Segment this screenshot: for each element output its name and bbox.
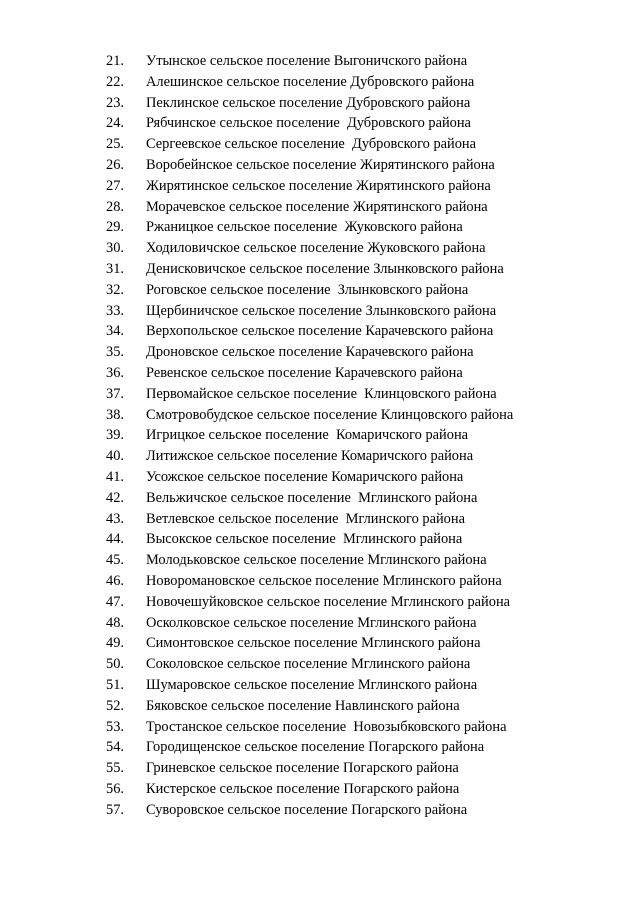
list-item-text: Первомайское сельское поселение Клинцовского района (146, 385, 497, 402)
list-item-text: Соколовское сельское поселение Мглинского района (146, 656, 471, 673)
list-item-number: 32. (106, 281, 124, 298)
list-item-text: Рябчинское сельское поселение Дубровского района (146, 115, 471, 132)
list-item-number: 49. (106, 635, 124, 652)
list-item-text: Ветлевское сельское поселение Мглинского района (146, 510, 465, 527)
list-item-number: 23. (106, 94, 124, 111)
list-item-number: 36. (106, 364, 124, 381)
list-item-text: Городищенское сельское поселение Погарского района (146, 739, 485, 756)
list-item-text: Морачевское сельское поселение Жирятинского района (146, 198, 488, 215)
list-item-text: Утынское сельское поселение Выгоничского района (146, 53, 468, 69)
list-item-number: 56. (106, 780, 124, 797)
list-item-number: 37. (106, 385, 124, 402)
list-item-number: 52. (106, 697, 124, 714)
list-item-text: Денисковичское сельское поселение Злынковского района (146, 260, 504, 277)
list-item-text: Новочешуйковское сельское поселение Мглинского района (146, 593, 511, 610)
list-item-text: Симонтовское сельское поселение Мглинского района (146, 635, 481, 652)
list-item-number: 40. (106, 448, 124, 465)
list-item-number: 33. (106, 302, 124, 319)
list-item-text: Ходиловичское сельское поселение Жуковского района (146, 240, 486, 257)
list-item-number: 30. (106, 240, 124, 257)
list-item-text: Тростанское сельское поселение Новозыбковского района (146, 718, 507, 735)
list-item-text: Сергеевское сельское поселение Дубровского района (146, 136, 477, 153)
list-item-text: Ревенское сельское поселение Карачевского района (146, 364, 463, 381)
list-item-number: 44. (106, 531, 124, 548)
list-item-text: Суворовское сельское поселение Погарского района (146, 801, 468, 818)
list-item-text: Игрицкое сельское поселение Комаричского района (146, 427, 469, 444)
list-item-number: 53. (106, 718, 124, 735)
list-item-number: 22. (106, 73, 124, 90)
list-item-text: Воробейнское сельское поселение Жирятинского района (146, 156, 495, 173)
list-item-text: Гриневское сельское поселение Погарского района (146, 760, 459, 777)
list-item-text: Шумаровское сельское поселение Мглинского района (146, 676, 478, 693)
list-item-number: 54. (106, 739, 124, 756)
list-item-number: 25. (106, 136, 124, 153)
list-item-number: 48. (106, 614, 124, 631)
list-item-number: 55. (106, 760, 124, 777)
list-item-number: 51. (106, 676, 124, 693)
list-item-number: 28. (106, 198, 124, 215)
list-item-text: Литижское сельское поселение Комаричского района (146, 448, 474, 465)
list-item-number: 31. (106, 260, 124, 277)
list-item-number: 29. (106, 219, 124, 236)
list-item-text: Верхопольское сельское поселение Карачевского района (146, 323, 494, 340)
list-item-number: 21. (106, 53, 124, 69)
list-item-text: Жирятинское сельское поселение Жирятинского района (146, 177, 491, 194)
list-item-text: Щербиничское сельское поселение Злынковского района (146, 302, 497, 319)
list-item-text: Пеклинское сельское поселение Дубровского района (146, 94, 471, 111)
list-item-number: 34. (106, 323, 124, 340)
list-item-number: 35. (106, 344, 124, 361)
list-item-text: Кистерское сельское поселение Погарского района (146, 780, 460, 797)
list-item-text: Роговское сельское поселение Злынковского района (146, 281, 469, 298)
list-item-number: 24. (106, 115, 124, 132)
list-item-text: Новоромановское сельское поселение Мглинского района (146, 572, 502, 589)
list-item-text: Алешинское сельское поселение Дубровского района (146, 73, 475, 90)
list-item-text: Смотровобудское сельское поселение Клинцовского района (146, 406, 514, 423)
list-item-number: 38. (106, 406, 124, 423)
list-item-text: Ржаницкое сельское поселение Жуковского района (146, 219, 463, 236)
list-item-number: 27. (106, 177, 124, 194)
list-item-number: 46. (106, 572, 124, 589)
list-item-text: Вельжичское сельское поселение Мглинского района (146, 489, 478, 506)
list-item-number: 26. (106, 156, 124, 173)
list-item-text: Бяковское сельское поселение Навлинского района (146, 697, 460, 714)
list-item-text: Осколковское сельское поселение Мглинского района (146, 614, 477, 631)
list-item-text: Высокское сельское поселение Мглинского района (146, 531, 463, 548)
list-item-number: 39. (106, 427, 124, 444)
list-item-text: Дроновское сельское поселение Карачевского района (146, 344, 474, 361)
list-item-number: 41. (106, 468, 124, 485)
list-item-number: 43. (106, 510, 124, 527)
list-item-number: 50. (106, 656, 124, 673)
list-item-text: Усожское сельское поселение Комаричского района (146, 468, 464, 485)
list-item-text: Молодьковское сельское поселение Мглинского района (146, 552, 487, 569)
list-item-number: 57. (106, 801, 124, 818)
list-item-number: 45. (106, 552, 124, 569)
list-item-number: 42. (106, 489, 124, 506)
list-item-number: 47. (106, 593, 124, 610)
